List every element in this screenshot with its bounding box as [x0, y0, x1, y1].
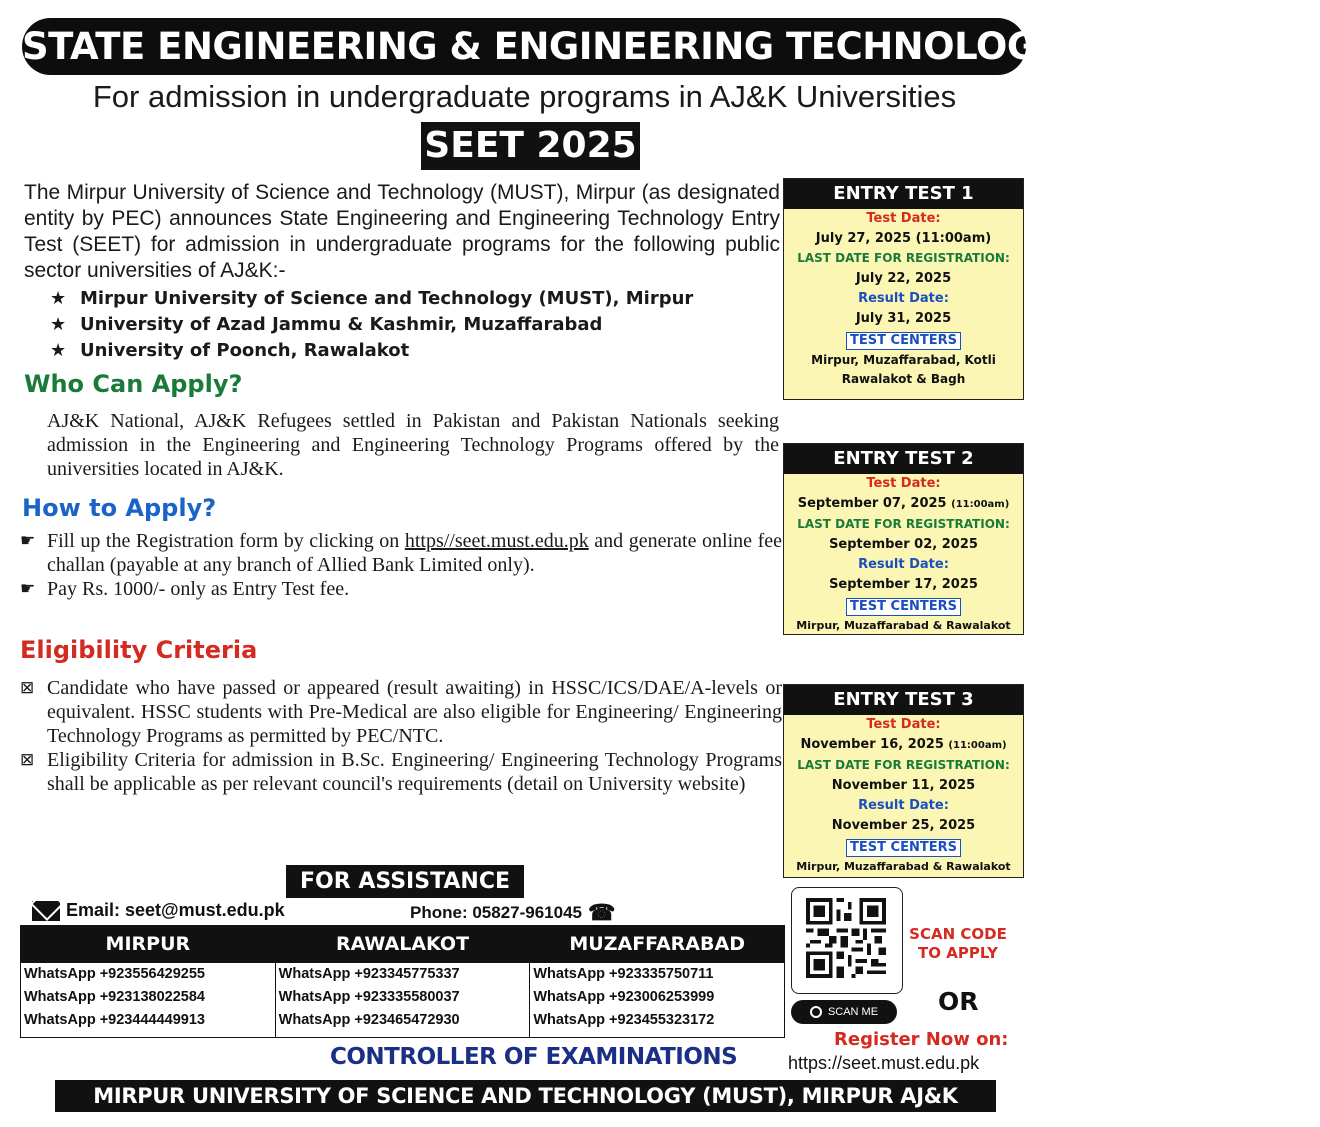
bullet-icon: ⊠ [20, 750, 35, 769]
university-name: University of Poonch, Rawalakot [80, 340, 410, 361]
city-heading: MIRPUR [21, 926, 275, 963]
subtitle: For admission in undergraduate programs in AJ&K Universities [92, 79, 957, 114]
result-date-label: Result Date: [858, 798, 949, 813]
who-can-apply-text: AJ&K National, AJ&K Refugees settled in Pakistan and Pakistan Nationals seeking admission in the Engineering and Engineering Technology Programs offered by the universities located in AJ&K. [47, 410, 779, 480]
or-text: OR [938, 987, 979, 1016]
whatsapp-number: WhatsApp +923335580037 [278, 989, 460, 1005]
scan-icon [810, 1006, 822, 1018]
how-to-apply-heading: How to Apply? [22, 494, 217, 522]
test-centers-line: Rawalakot & Bagh [841, 372, 966, 386]
test-date-value: September 07, 2025 (11:00am) [797, 496, 1010, 511]
last-date-value: September 02, 2025 [829, 537, 978, 552]
test-centers-label: TEST CENTERS [846, 598, 961, 616]
test-date-label: Test Date: [866, 717, 941, 732]
last-date-label: LAST DATE FOR REGISTRATION: [797, 758, 1010, 772]
entry-test-1-card [783, 178, 1024, 400]
test-centers-label: TEST CENTERS [846, 839, 961, 857]
entry-test-3-card [783, 684, 1024, 878]
envelope-icon [32, 901, 60, 921]
eligibility-heading: Eligibility Criteria [20, 636, 258, 664]
list-item [50, 338, 693, 364]
test-date-label: Test Date: [866, 476, 941, 491]
whatsapp-number: WhatsApp +923556429255 [24, 966, 205, 982]
whatsapp-number: WhatsApp +923335750711 [533, 966, 714, 982]
star-icon: ★ [50, 340, 67, 361]
result-date-label: Result Date: [858, 291, 949, 306]
whatsapp-number: WhatsApp +923444449913 [24, 1012, 205, 1028]
city-heading: RAWALAKOT [276, 926, 530, 963]
result-date-label: Result Date: [858, 557, 949, 572]
university-list [50, 286, 693, 364]
list-item: ⊠ Eligibility Criteria for admission in B.Sc. Engineering/ Engineering Technology Programs shall be applicable as per relevant council's requirements (detail on University website) [20, 749, 782, 795]
test-centers-line: Mirpur, Muzaffarabad & Rawalakot [796, 860, 1011, 873]
scan-code-text: SCAN CODE TO APPLY [909, 925, 1007, 962]
last-date-label: LAST DATE FOR REGISTRATION: [797, 251, 1010, 265]
intro-paragraph: The Mirpur University of Science and Technology (MUST), Mirpur (as designated entity by PEC) announces State Engineering and Engineering Technology Entry Test (SEET) for admission in undergraduate programs for the following public sector universities of AJ&K:- [24, 181, 780, 282]
list-item [50, 286, 693, 312]
how-to-apply-list [20, 529, 782, 601]
qr-code-icon [806, 898, 886, 978]
contact-column-mirpur [21, 926, 276, 1037]
pointing-hand-icon: ☛ [20, 531, 36, 550]
assistance-heading: FOR ASSISTANCE [286, 865, 524, 898]
result-date-value: July 31, 2025 [855, 311, 952, 326]
title-banner: STATE ENGINEERING & ENGINEERING TECHNOLOGY ENTRY TEST [22, 18, 1026, 75]
qr-code[interactable] [791, 887, 903, 994]
last-date-value: July 22, 2025 [855, 271, 952, 286]
phone-text: Phone: 05827-961045 [410, 903, 582, 922]
whatsapp-number: WhatsApp +923455323172 [533, 1012, 715, 1028]
telephone-icon: ☎ [588, 900, 616, 925]
test-date-label: Test Date: [866, 211, 941, 226]
last-date-label: LAST DATE FOR REGISTRATION: [797, 517, 1010, 531]
test-centers-line: Mirpur, Muzaffarabad & Rawalakot [796, 619, 1011, 632]
entry-test-2-card [783, 443, 1024, 635]
scan-me-badge: SCAN ME [791, 1000, 897, 1024]
list-item: ☛ Pay Rs. 1000/- only as Entry Test fee. [20, 578, 350, 600]
entry-test-title: ENTRY TEST 3 [784, 685, 1023, 715]
eligibility-list [20, 676, 782, 796]
contact-column-rawalakot [276, 926, 531, 1037]
city-heading: MUZAFFARABAD [530, 926, 784, 963]
entry-test-title: ENTRY TEST 1 [784, 179, 1023, 209]
entry-test-title: ENTRY TEST 2 [784, 444, 1023, 474]
register-url-link[interactable]: https://seet.must.edu.pk [788, 1053, 980, 1073]
test-date-value: July 27, 2025 (11:00am) [815, 231, 992, 246]
who-can-apply-heading: Who Can Apply? [24, 370, 243, 398]
whatsapp-number: WhatsApp +923345775337 [278, 966, 460, 982]
list-item: ☛ Fill up the Registration form by clicking on https//seet.must.edu.pk and generate online fee challan (payable at any branch of Allied Bank Limited only). [20, 530, 782, 576]
bullet-icon: ⊠ [20, 678, 35, 697]
contact-column-muzaffarabad [530, 926, 784, 1037]
email-contact [32, 900, 285, 921]
list-item [50, 312, 693, 338]
phone-contact [410, 900, 616, 925]
result-date-value: September 17, 2025 [829, 577, 978, 592]
star-icon: ★ [50, 288, 67, 309]
email-text: Email: seet@must.edu.pk [66, 900, 285, 920]
whatsapp-number: WhatsApp +923465472930 [278, 1012, 460, 1028]
list-item: ⊠ Candidate who have passed or appeared (result awaiting) in HSSC/ICS/DAE/A-levels or equivalent. HSSC students with Pre-Medical are also eligible for Engineering/ Engineering Technology Programs as permitted by PEC/NTC. [20, 677, 782, 747]
seet-badge: SEET 2025 [421, 122, 640, 170]
test-centers-label: TEST CENTERS [846, 332, 961, 350]
university-name: University of Azad Jammu & Kashmir, Muzaffarabad [80, 314, 603, 335]
whatsapp-number: WhatsApp +923138022584 [24, 989, 205, 1005]
university-name: Mirpur University of Science and Technology (MUST), Mirpur [80, 288, 694, 309]
last-date-value: November 11, 2025 [831, 778, 976, 793]
test-date-value: November 16, 2025 (11:00am) [800, 737, 1007, 752]
whatsapp-number: WhatsApp +923006253999 [533, 989, 715, 1005]
test-centers-line: Mirpur, Muzaffarabad, Kotli [811, 353, 996, 367]
contact-table [20, 925, 785, 1038]
controller-of-examinations: CONTROLLER OF EXAMINATIONS [330, 1044, 738, 1070]
result-date-value: November 25, 2025 [831, 818, 976, 833]
pointing-hand-icon: ☛ [20, 579, 36, 598]
registration-link[interactable]: https//seet.must.edu.pk [404, 530, 589, 552]
register-now-label: Register Now on: [834, 1029, 1009, 1050]
star-icon: ★ [50, 314, 67, 335]
footer-banner: MIRPUR UNIVERSITY OF SCIENCE AND TECHNOLOGY (MUST), MIRPUR AJ&K [55, 1080, 996, 1112]
